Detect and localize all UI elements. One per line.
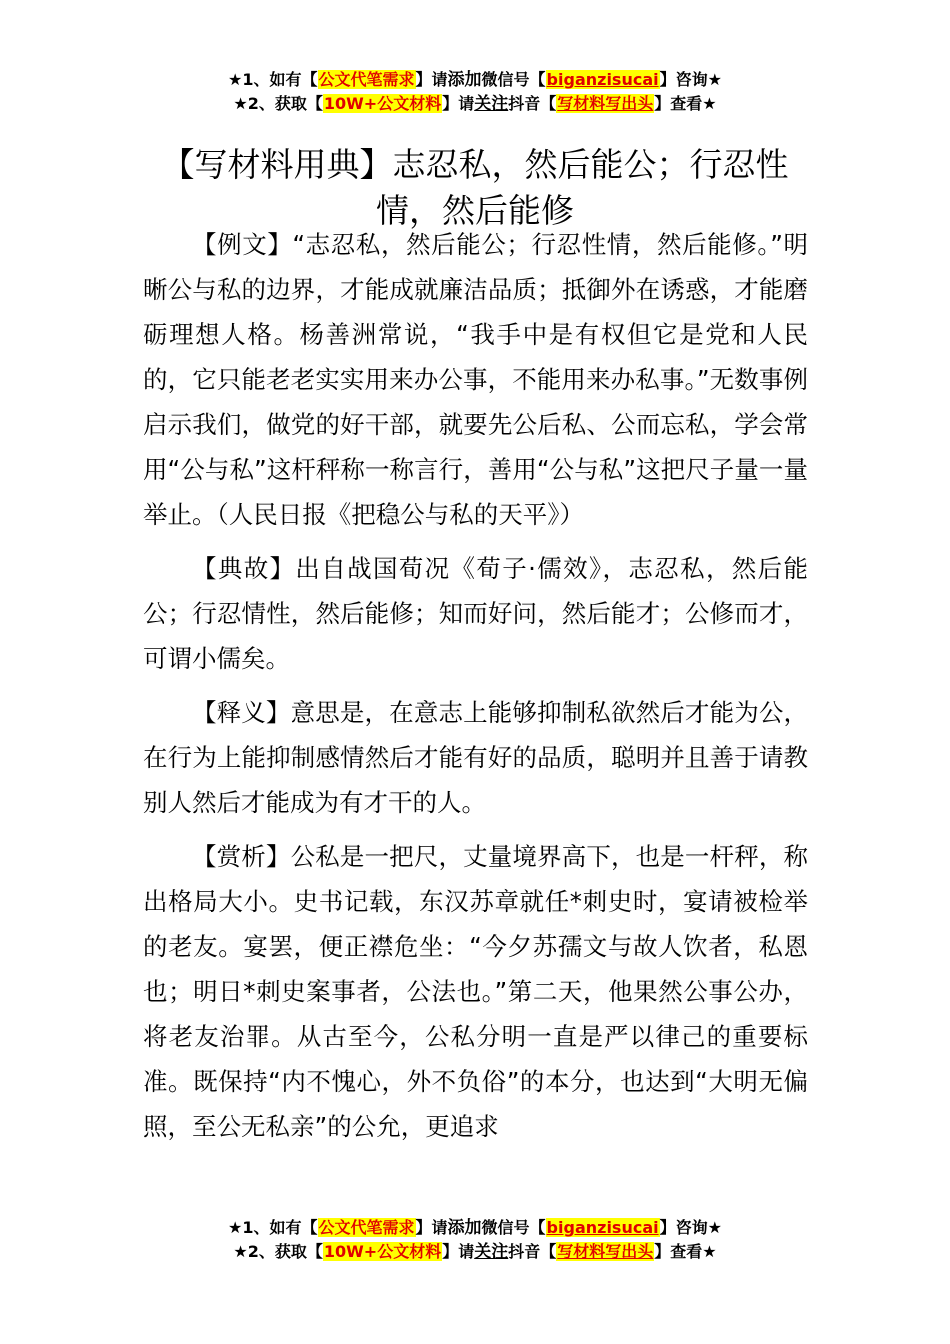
banner-douyin-account[interactable]: 写材料写出头 [557, 94, 654, 113]
banner-highlight-materials: 10W+公文材料 [323, 94, 442, 113]
paragraph-label: 【赏析】 [192, 842, 291, 871]
banner-text: ★1、如有【 [228, 1218, 318, 1237]
banner-wechat-id[interactable]: biganzisucai [546, 70, 659, 89]
banner-text: 】咨询★ [659, 1218, 722, 1237]
banner-line-1 [0, 1216, 950, 1240]
paragraph-meaning [143, 690, 808, 825]
banner-verb-add: 添加 [447, 1218, 482, 1238]
banner-verb-follow: 关注 [474, 94, 509, 114]
banner-text: ★2、获取【 [233, 1242, 323, 1261]
banner-highlight-ghostwriting: 公文代笔需求 [318, 70, 415, 89]
banner-text: 】查看★ [654, 94, 717, 113]
page-title: 【写材料用典】志忍私，然后能公；行忍性情，然后能修 [161, 145, 789, 231]
paragraph-appreciation [143, 834, 808, 1149]
paragraph-label: 【释义】 [192, 698, 291, 727]
paragraph-allusion [143, 546, 808, 681]
banner-text: 抖音【 [508, 1242, 557, 1261]
paragraph-text: 公私是一把尺，丈量境界高下，也是一杆秤，称出格局大小。史书记载，东汉苏章就任*刺史时，宴请被检举的老友。宴罢，便正襟危坐：“今夕苏孺文与故人饮者，私恩也；明日*刺史案事者，公法也。”第二天，他果然公事公办，将老友治罪。从古至今，公私分明一直是严以律己的重要标准。既保持“内不愧心，外不负俗”的本分，也达到“大明无偏照，至公无私亲”的公允，更追求 [143, 842, 809, 1141]
paragraph-label: 【例文】 [192, 230, 293, 259]
banner-text: 】请 [442, 94, 475, 113]
banner-wechat-id[interactable]: biganzisucai [546, 1218, 659, 1237]
banner-text: ★2、获取【 [233, 94, 323, 113]
banner-line-1 [0, 68, 950, 92]
banner-text: 】请 [442, 1242, 475, 1261]
banner-highlight-ghostwriting: 公文代笔需求 [318, 1218, 415, 1237]
paragraph-text: 出自战国荀况《荀子·儒效》，志忍私，然后能公；行忍情性，然后能修；知而好问，然后能才；公修而才，可谓小儒矣。 [143, 554, 809, 673]
banner-text: 】请 [415, 1218, 448, 1237]
paragraph-example [143, 222, 808, 537]
banner-line-2 [0, 1240, 950, 1264]
banner-text: 】咨询★ [659, 70, 722, 89]
banner-text: ★1、如有【 [228, 70, 318, 89]
paragraph-label: 【典故】 [192, 554, 296, 583]
banner-text: 微信号【 [481, 70, 546, 89]
paragraph-text: 意思是，在意志上能够抑制私欲然后才能为公，在行为上能抑制感情然后才能有好的品质，聪明并且善于请教别人然后才能成为有才干的人。 [143, 698, 809, 817]
banner-verb-follow: 关注 [474, 1242, 509, 1262]
paragraph-text: “志忍私，然后能公；行忍性情，然后能修。”明晰公与私的边界，才能成就廉洁品质；抵御外在诱惑，才能磨砺理想人格。杨善洲常说，“我手中是有权但它是党和人民的，它只能老老实实用来办公事，不能用来办私事。”无数事例启示我们，做党的好干部，就要先公后私、公而忘私，学会常用“公与私”这杆秤称一称言行，善用“公与私”这把尺子量一量举止。（人民日报《把稳公与私的天平》） [143, 230, 809, 529]
banner-highlight-materials: 10W+公文材料 [323, 1242, 442, 1261]
banner-line-2 [0, 92, 950, 116]
document-body [143, 222, 808, 1158]
banner-text: 】查看★ [654, 1242, 717, 1261]
header-banner [0, 68, 950, 116]
banner-text: 微信号【 [481, 1218, 546, 1237]
banner-douyin-account[interactable]: 写材料写出头 [557, 1242, 654, 1261]
banner-text: 抖音【 [508, 94, 557, 113]
footer-banner [0, 1216, 950, 1264]
banner-text: 】请 [415, 70, 448, 89]
banner-verb-add: 添加 [447, 70, 482, 90]
